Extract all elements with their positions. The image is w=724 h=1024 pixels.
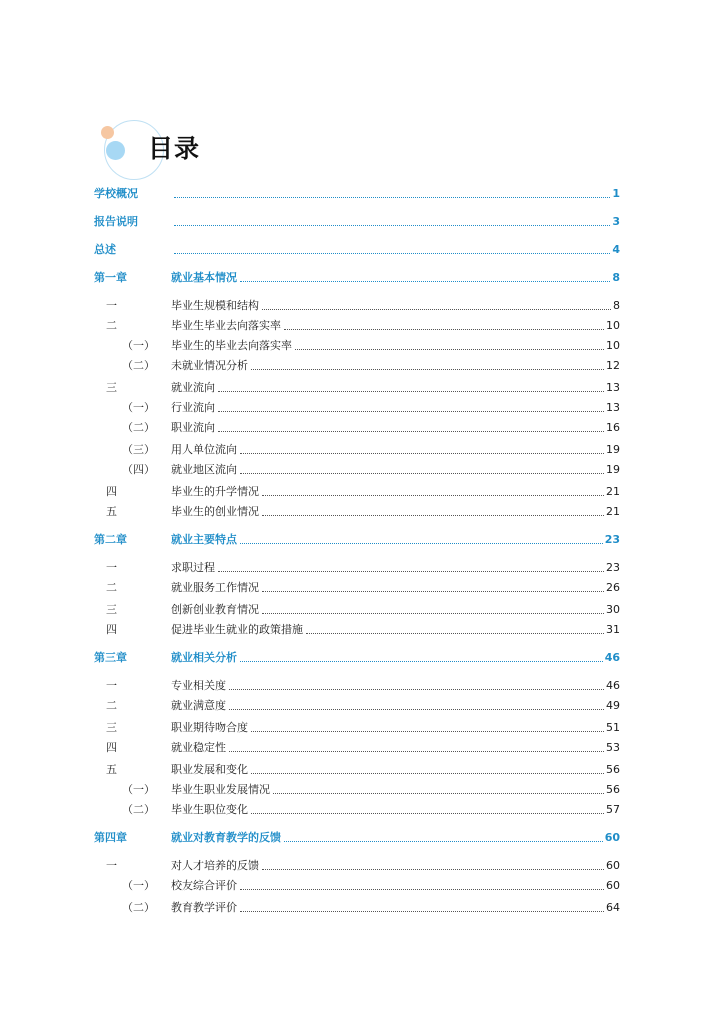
- title-decoration-blue-dot: [106, 141, 125, 160]
- toc-entry[interactable]: [94, 900, 620, 916]
- toc-entry-title: 职业流向: [171, 421, 215, 434]
- toc-entry-number: 一: [106, 299, 117, 312]
- toc-entry-body: [171, 699, 620, 713]
- toc-dot-leader: [262, 612, 604, 614]
- toc-entry-body: [171, 561, 620, 575]
- toc-entry[interactable]: [94, 650, 620, 666]
- toc-entry-number: （二）: [122, 803, 155, 816]
- toc-entry[interactable]: [94, 802, 620, 818]
- toc-dot-leader: [251, 812, 604, 814]
- toc-dot-leader: [240, 660, 603, 662]
- toc-entry-number: 第一章: [94, 271, 127, 284]
- toc-page-number: 13: [606, 401, 620, 414]
- toc-entry-number: （三）: [122, 443, 155, 456]
- toc-page-number: 31: [606, 623, 620, 636]
- toc-entry-number: 第三章: [94, 651, 127, 664]
- toc-page-number: 53: [606, 741, 620, 754]
- toc-entry-title: 专业相关度: [171, 679, 226, 692]
- toc-dot-leader: [306, 632, 604, 634]
- toc-entry-number: 第四章: [94, 831, 127, 844]
- toc-entry[interactable]: [94, 678, 620, 694]
- toc-page-number: 60: [606, 879, 620, 892]
- toc-entry[interactable]: [94, 318, 620, 334]
- toc-entry-number: 学校概况: [94, 187, 138, 200]
- toc-entry-body: [171, 359, 620, 373]
- toc-page-number: 60: [606, 859, 620, 872]
- toc-entry[interactable]: [94, 580, 620, 596]
- toc-entry[interactable]: [94, 358, 620, 374]
- toc-entry-body: [171, 485, 620, 499]
- toc-entry-body: [171, 463, 620, 477]
- toc-entry[interactable]: [94, 242, 620, 258]
- toc-dot-leader: [240, 280, 610, 282]
- toc-entry-number: （一）: [122, 879, 155, 892]
- toc-entry-title: 创新创业教育情况: [171, 603, 259, 616]
- toc-entry[interactable]: [94, 602, 620, 618]
- toc-page-number: 19: [606, 463, 620, 476]
- toc-entry-body: [171, 339, 620, 353]
- toc-entry-title: 毕业生的升学情况: [171, 485, 259, 498]
- toc-entry-body: [171, 623, 620, 637]
- toc-page-number: 21: [606, 485, 620, 498]
- toc-page-number: 3: [612, 215, 620, 228]
- toc-entry-body: [171, 721, 620, 735]
- toc-entry-title: 职业发展和变化: [171, 763, 248, 776]
- toc-entry[interactable]: [94, 720, 620, 736]
- toc-entry[interactable]: [94, 298, 620, 314]
- toc-page-number: 49: [606, 699, 620, 712]
- toc-entry-title: 职业期待吻合度: [171, 721, 248, 734]
- toc-dot-leader: [218, 390, 604, 392]
- toc-page-number: 46: [606, 679, 620, 692]
- toc-entry-title: 毕业生的毕业去向落实率: [171, 339, 292, 352]
- toc-entry-body: [171, 763, 620, 777]
- toc-entry-body: [171, 215, 620, 229]
- toc-entry-number: 三: [106, 721, 117, 734]
- toc-page-number: 57: [606, 803, 620, 816]
- toc-entry-number: （二）: [122, 901, 155, 914]
- toc-dot-leader: [229, 750, 604, 752]
- toc-entry-number: 二: [106, 319, 117, 332]
- toc-dot-leader: [273, 792, 604, 794]
- toc-entry-body: [171, 505, 620, 519]
- toc-dot-leader: [218, 430, 604, 432]
- toc-entry[interactable]: [94, 400, 620, 416]
- toc-entry-title: 就业流向: [171, 381, 215, 394]
- toc-entry-number: （一）: [122, 339, 155, 352]
- toc-dot-leader: [229, 688, 604, 690]
- toc-dot-leader: [251, 368, 604, 370]
- toc-page-number: 56: [606, 783, 620, 796]
- toc-page-number: 10: [606, 339, 620, 352]
- toc-entry[interactable]: [94, 858, 620, 874]
- toc-entry-title: 用人单位流向: [171, 443, 237, 456]
- toc-entry-title: 就业主要特点: [171, 533, 237, 546]
- toc-entry[interactable]: [94, 214, 620, 230]
- toc-entry-title: 对人才培养的反馈: [171, 859, 259, 872]
- toc-page-number: 30: [606, 603, 620, 616]
- toc-page-number: 4: [612, 243, 620, 256]
- toc-dot-leader: [174, 224, 610, 226]
- toc-entry-body: [171, 243, 620, 257]
- toc-page-number: 19: [606, 443, 620, 456]
- toc-entry-body: [171, 421, 620, 435]
- toc-entry-number: （二）: [122, 359, 155, 372]
- toc-entry[interactable]: [94, 380, 620, 396]
- toc-entry-title: 促进毕业生就业的政策措施: [171, 623, 303, 636]
- toc-dot-leader: [262, 494, 604, 496]
- toc-entry-title: 就业稳定性: [171, 741, 226, 754]
- toc-entry-title: 求职过程: [171, 561, 215, 574]
- toc-entry-number: 报告说明: [94, 215, 138, 228]
- toc-dot-leader: [174, 252, 610, 254]
- title-decoration-orange-dot: [101, 126, 114, 139]
- toc-dot-leader: [218, 410, 604, 412]
- toc-entry-body: [171, 679, 620, 693]
- toc-dot-leader: [174, 196, 610, 198]
- toc-entry-number: （一）: [122, 783, 155, 796]
- toc-dot-leader: [262, 868, 604, 870]
- toc-entry-number: 五: [106, 763, 117, 776]
- toc-entry-title: 未就业情况分析: [171, 359, 248, 372]
- toc-page-number: 13: [606, 381, 620, 394]
- toc-entry-body: [171, 271, 620, 285]
- toc-dot-leader: [262, 590, 604, 592]
- toc-page-number: 1: [612, 187, 620, 200]
- toc-entry-title: 就业地区流向: [171, 463, 237, 476]
- toc-entry-title: 毕业生职位变化: [171, 803, 248, 816]
- toc-dot-leader: [295, 348, 604, 350]
- toc-entry[interactable]: [94, 782, 620, 798]
- toc-entry-body: [171, 783, 620, 797]
- toc-entry[interactable]: [94, 442, 620, 458]
- toc-entry-number: 二: [106, 581, 117, 594]
- toc-page-number: 23: [606, 561, 620, 574]
- toc-page-number: 8: [613, 299, 620, 312]
- toc-entry-body: [171, 879, 620, 893]
- toc-entry[interactable]: [94, 740, 620, 756]
- toc-entry[interactable]: [94, 698, 620, 714]
- toc-entry-body: [171, 381, 620, 395]
- toc-entry-body: [171, 533, 620, 547]
- toc-dot-leader: [251, 730, 604, 732]
- toc-dot-leader: [218, 570, 604, 572]
- toc-entry-body: [171, 319, 620, 333]
- toc-page-number: 21: [606, 505, 620, 518]
- toc-entry-title: 毕业生规模和结构: [171, 299, 259, 312]
- toc-entry-body: [171, 443, 620, 457]
- toc-page-number: 51: [606, 721, 620, 734]
- toc-page-number: 26: [606, 581, 620, 594]
- toc-entry-body: [171, 581, 620, 595]
- toc-entry-number: 五: [106, 505, 117, 518]
- toc-entry-body: [171, 299, 620, 313]
- toc-entry-number: 四: [106, 485, 117, 498]
- toc-entry-number: 第二章: [94, 533, 127, 546]
- toc-dot-leader: [262, 308, 611, 310]
- toc-entry[interactable]: [94, 186, 620, 202]
- toc-entry-title: 就业相关分析: [171, 651, 237, 664]
- page-title: 目录: [148, 134, 201, 163]
- toc-dot-leader: [262, 514, 604, 516]
- toc-entry-title: 教育教学评价: [171, 901, 237, 914]
- toc-dot-leader: [240, 910, 604, 912]
- toc-page-number: 60: [604, 831, 620, 844]
- toc-entry-number: 四: [106, 623, 117, 636]
- toc-entry-number: 二: [106, 699, 117, 712]
- toc-entry[interactable]: [94, 762, 620, 778]
- toc-entry-number: 一: [106, 859, 117, 872]
- toc-page-number: 10: [606, 319, 620, 332]
- toc-page-number: 12: [606, 359, 620, 372]
- toc-entry-number: （四）: [122, 463, 155, 476]
- toc-entry[interactable]: [94, 622, 620, 638]
- toc-entry[interactable]: [94, 830, 620, 846]
- toc-entry-number: 一: [106, 561, 117, 574]
- toc-entry-number: 总述: [94, 243, 116, 256]
- toc-dot-leader: [240, 452, 604, 454]
- toc-entry-body: [171, 901, 620, 915]
- toc-entry-body: [171, 187, 620, 201]
- toc-entry[interactable]: [94, 484, 620, 500]
- toc-page-number: 46: [604, 651, 620, 664]
- toc-entry[interactable]: [94, 504, 620, 520]
- toc-entry-title: 毕业生的创业情况: [171, 505, 259, 518]
- toc-dot-leader: [284, 840, 603, 842]
- toc-dot-leader: [251, 772, 604, 774]
- toc-dot-leader: [284, 328, 604, 330]
- toc-entry[interactable]: [94, 270, 620, 286]
- toc-entry-body: [171, 401, 620, 415]
- toc-entry-body: [171, 741, 620, 755]
- toc-entry[interactable]: [94, 878, 620, 894]
- toc-entry-body: [171, 803, 620, 817]
- toc-entry-title: 就业对教育教学的反馈: [171, 831, 281, 844]
- toc-entry-title: 就业满意度: [171, 699, 226, 712]
- toc-entry-title: 毕业生职业发展情况: [171, 783, 270, 796]
- toc-entry[interactable]: [94, 560, 620, 576]
- toc-entry-title: 校友综合评价: [171, 879, 237, 892]
- toc-page-number: 23: [604, 533, 620, 546]
- toc-dot-leader: [229, 708, 604, 710]
- toc-entry-title: 行业流向: [171, 401, 215, 414]
- toc-dot-leader: [240, 542, 603, 544]
- toc-entry-number: 三: [106, 603, 117, 616]
- toc-entry-body: [171, 859, 620, 873]
- toc-entry[interactable]: [94, 462, 620, 478]
- toc-dot-leader: [240, 888, 604, 890]
- toc-entry[interactable]: [94, 338, 620, 354]
- toc-entry-number: 四: [106, 741, 117, 754]
- toc-page-number: 8: [612, 271, 620, 284]
- toc-entry-title: 就业基本情况: [171, 271, 237, 284]
- toc-entry-number: 三: [106, 381, 117, 394]
- toc-page-number: 16: [606, 421, 620, 434]
- toc-entry-number: （一）: [122, 401, 155, 414]
- toc-entry-title: 毕业生毕业去向落实率: [171, 319, 281, 332]
- toc-entry-title: 就业服务工作情况: [171, 581, 259, 594]
- toc-entry-body: [171, 603, 620, 617]
- toc-entry-body: [171, 651, 620, 665]
- toc-dot-leader: [240, 472, 604, 474]
- toc-entry-number: （二）: [122, 421, 155, 434]
- toc-page-number: 64: [606, 901, 620, 914]
- toc-entry-body: [171, 831, 620, 845]
- toc-page-number: 56: [606, 763, 620, 776]
- toc-entry[interactable]: [94, 420, 620, 436]
- toc-entry[interactable]: [94, 532, 620, 548]
- toc-entry-number: 一: [106, 679, 117, 692]
